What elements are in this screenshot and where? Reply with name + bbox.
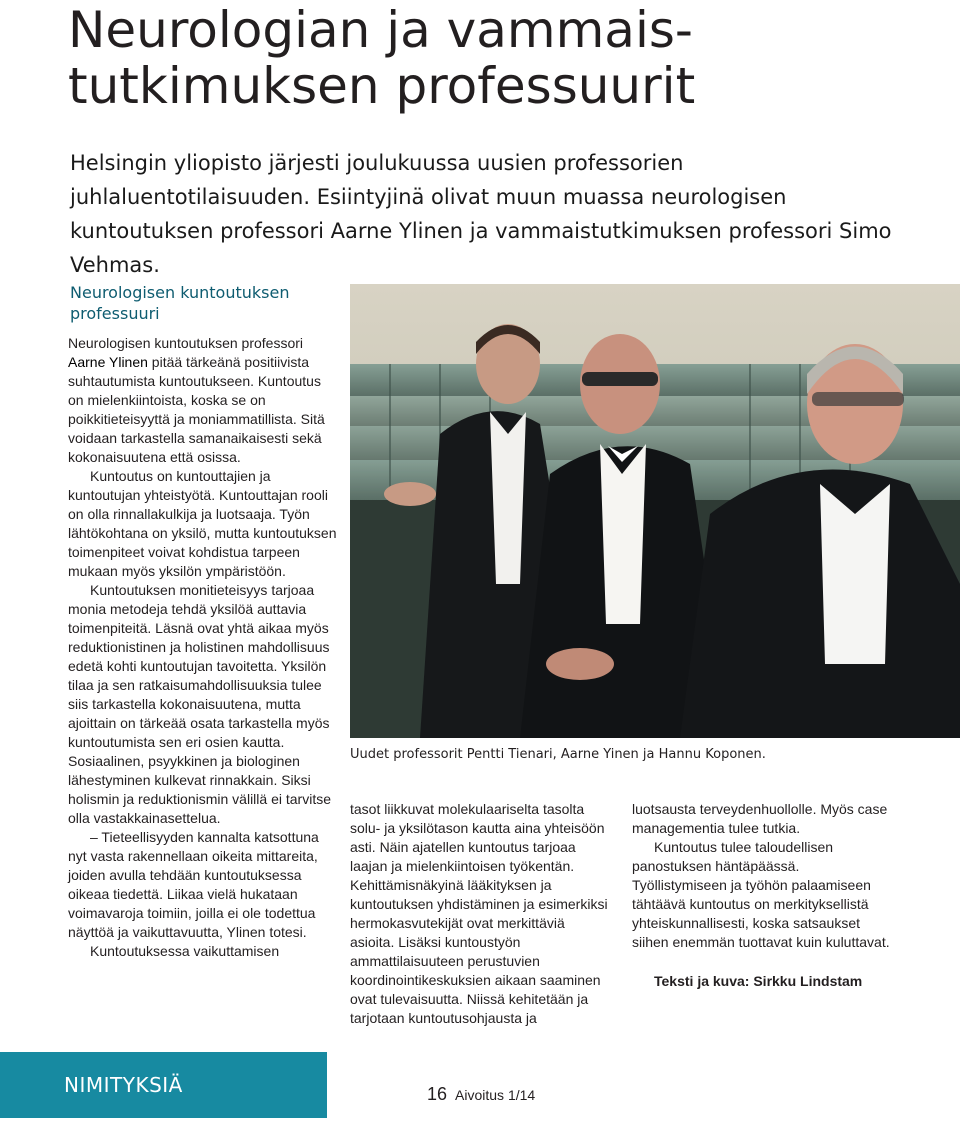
professors-photo (350, 284, 960, 738)
page-number: 16 (427, 1084, 448, 1104)
text-column-1 (68, 334, 338, 961)
text-column-3 (632, 800, 897, 991)
body-paragraph: tasot liikkuvat molekulaariselta tasolta solu- ja yksilötason kautta aina yhteisöön asti. Näin ajatellen kuntoutus tarjoaa laajan ja mielenkiintoisen työkentän. Kehittämisnäkyinä lääkityksen ja kuntoutuksen yhdistäminen ja esimerkiksi hermokasvutekijät ovat merkittäviä asioita. Lisäksi kuntoustyön ammattilaisuuteen perustuvien koordinointikeskuksien aikaan saaminen ovat tulevaisuutta. Niissä kehitetään ja tarjotaan kuntoutusohjausta ja (350, 801, 608, 1026)
article-title: Neurologian ja vammais-tutkimuksen professuurit (68, 1, 696, 115)
body-paragraph: Kuntoutuksen monitieteisyys tarjoaa monia metodeja tehdä yksilöä auttavia toimenpiteitä. Läsnä ovat yhtä aikaa myös reduktionistinen ja holistinen mahdollisuus edetä kohti kuntoutujan tavoitetta. Yksilön tilaa ja sen ratkaisumahdollisuuksia tulee siis tarkastella kokonaisuutena, mutta ajoittain on tärkeää osata tarkastella myös kuntoutumista sen eri osien kautta. Sosiaalinen, psyykkinen ja biologinen lähestyminen kulkevat rinnakkain. Siksi holismin ja reduktionismin välillä ei tarvitse olla vastakkainasettelua. (68, 582, 331, 826)
body-paragraph: luotsausta terveydenhuollolle. Myös case managementia tulee tutkia. (632, 801, 888, 836)
intro-name: Aarne Ylinen (68, 354, 148, 370)
publication-name: Aivoitus 1/14 (455, 1087, 536, 1103)
intro-text-before: Neurologisen kuntoutuksen professori (68, 335, 304, 351)
intro-paragraph (68, 334, 338, 467)
body-paragraph: Kuntoutuksessa vaikuttamisen (90, 943, 280, 959)
article-lead: Helsingin yliopisto järjesti joulukuussa uusien professorien juhlaluentotilaisuuden. Esiintyjinä olivat muun muassa neurologisen kuntoutuksen professori Aarne Ylinen ja vammaistutkimuksen professori Simo Vehmas. (70, 151, 892, 277)
photo-caption: Uudet professorit Pentti Tienari, Aarne Yinen ja Hannu Koponen. (350, 747, 766, 762)
photo-illustration (350, 284, 960, 738)
body-paragraph: Kuntoutus on kuntouttajien ja kuntoutujan yhteistyötä. Kuntouttajan rooli on olla rinnallakulkija ja luotsaaja. Työn lähtökohtana on yksilö, mutta kuntoutuksen toimenpiteet voivat kohdistua tarpeen mukaan myös yksilön ympäristöön. (68, 468, 337, 579)
section-tab: NIMITYKSIÄ (0, 1052, 327, 1118)
byline: Teksti ja kuva: Sirkku Lindstam (654, 973, 863, 989)
page-folio (427, 1084, 535, 1105)
body-paragraph: – Tieteellisyyden kannalta katsottuna nyt vasta rakennellaan oikeita mittareita, joiden avulla tehdään kuntoutuksessa oikeaa tiedettä. Liikaa vielä hukataan voimavaroja toimiin, joilla ei ole todettua näyttöä ja vaikuttavuutta, Ylinen totesi. (68, 829, 319, 940)
text-column-2 (350, 800, 608, 1028)
body-paragraph: Kuntoutus tulee taloudellisen panostuksen häntäpäässä. Työllistymiseen ja työhön palaamiseen tähtäävä kuntoutus on merkityksellistä yhteiskunnallisesti, koska satsaukset siihen enemmän tuottavat kuin kuluttavat. (632, 839, 890, 950)
section-heading: Neurologisen kuntoutuksen professuuri (70, 283, 290, 323)
intro-text-after: pitää tärkeänä positiivista suhtautumista kuntoutukseen. Kuntoutus on mielenkiintoista, koska se on poikkitieteisyyttä ja moniammatillista. Sitä voidaan tarkastella samanaikaisesti sekä kokonaisuutena että osissa. (68, 354, 325, 465)
